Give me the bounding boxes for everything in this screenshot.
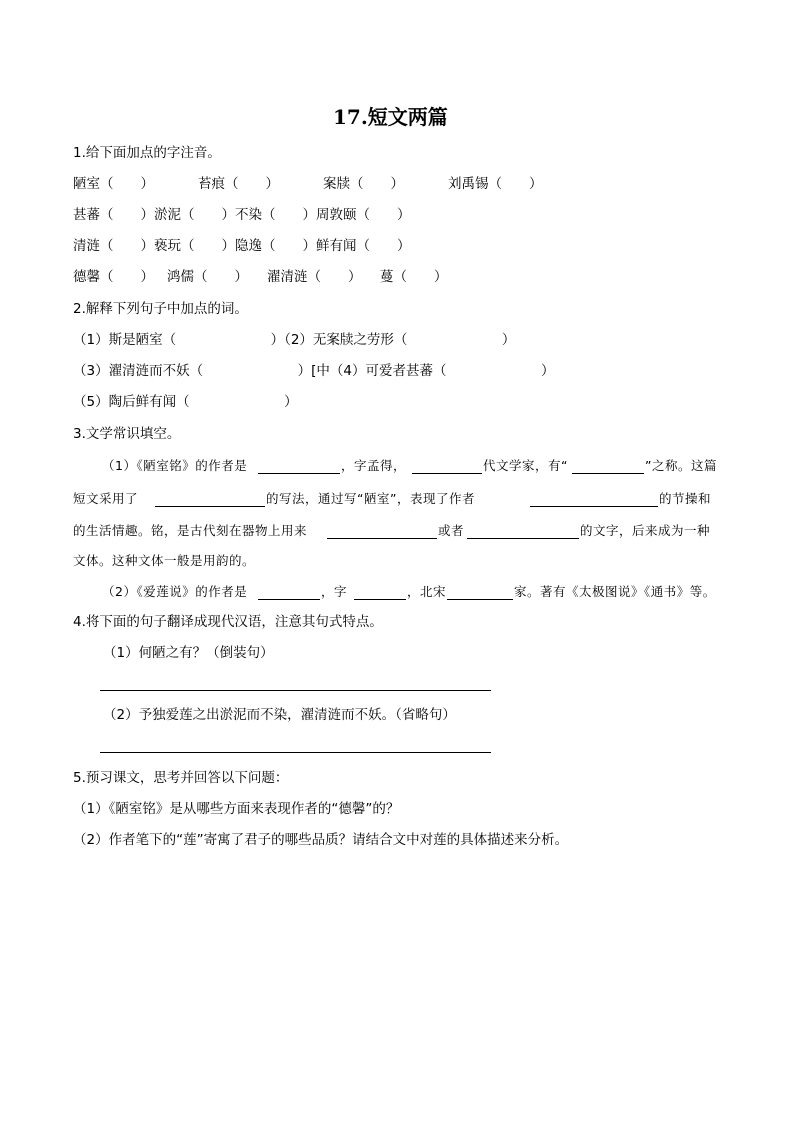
q2-line1: （1）斯是陋室（ ）（2）无案牍之劳形（ ） — [73, 332, 516, 348]
q3-p1-line4: 文体。这种文体一般是用韵的。 — [73, 553, 256, 568]
q3-p1-line2-a: 短文采用了 — [73, 491, 139, 506]
q3-p1-line3-a: 的生活情趣。铭，是古代刻在器物上用来 — [73, 523, 308, 538]
q5-heading: 5.预习课文，思考并回答以下问题： — [73, 770, 289, 786]
q3-p2-b: ，字 — [321, 584, 348, 599]
q4-answer-line-2[interactable] — [100, 752, 491, 753]
q1-row4-item4: 蔓（ ） — [380, 269, 448, 285]
q1-row1-item1: 陋室（ ） — [73, 176, 154, 192]
q4-answer-line-1[interactable] — [100, 690, 491, 691]
q1-row1-item3: 案牍（ ） — [323, 176, 404, 192]
page-title: 17.短文两篇 — [333, 105, 448, 129]
blank-author-2[interactable] — [258, 599, 320, 600]
q1-row4-item1: 德馨（ ） — [73, 269, 154, 285]
q3-p1-line2-c: 的节操和 — [659, 491, 712, 506]
blank-method[interactable] — [155, 506, 265, 507]
q3-heading: 3.文学常识填空。 — [73, 426, 181, 442]
q4-heading: 4.将下面的句子翻译成现代汉语，注意其句式特点。 — [73, 614, 383, 630]
q5-item1: （1）《陋室铭》是从哪些方面来表现作者的“德馨”的？ — [73, 801, 400, 817]
q3-p1-line1-d: ”之称。这篇 — [645, 458, 717, 473]
blank-title[interactable] — [572, 473, 644, 474]
q1-row4-item3: 濯清涟（ ） — [267, 269, 362, 285]
q2-line2: （3）濯清涟而不妖（ ）[中（4）可爱者甚蕃（ ） — [73, 363, 555, 379]
q3-p2-c: ，北宋 — [407, 584, 447, 599]
q1-row1-item2: 苔痕（ ） — [198, 176, 279, 192]
q2-heading: 2.解释下列句子中加点的词。 — [73, 301, 248, 317]
q3-p1-line1-b: ，字孟得， — [341, 458, 407, 473]
q1-row3: 清涟（ ）亵玩（ ）隐逸（ ）鲜有闻（ ） — [73, 238, 411, 254]
q3-p1-line1-a: （1）《陋室铭》的作者是 — [102, 458, 248, 473]
q2-line3: （5）陶后鲜有闻（ ） — [73, 394, 298, 410]
q1-row2: 甚蕃（ ）淤泥（ ）不染（ ）周敦颐（ ） — [73, 207, 411, 223]
blank-dynasty[interactable] — [412, 473, 482, 474]
q1-heading: 1.给下面加点的字注音。 — [73, 145, 221, 161]
q3-p1-line1-c: 代文学家，有“ — [483, 458, 568, 473]
q1-row1-item4: 刘禹锡（ ） — [448, 176, 543, 192]
q3-p2-d: 家。著有《太极图说》《通书》等。 — [514, 584, 716, 599]
q4-item1: （1）何陋之有？（倒装句） — [103, 645, 274, 661]
q5-item2: （2）作者笔下的“莲”寄寓了君子的哪些品质？请结合文中对莲的具体描述来分析。 — [73, 832, 569, 848]
q3-p2-a: （2）《爱莲说》的作者是 — [102, 584, 248, 599]
blank-author-1[interactable] — [258, 473, 340, 474]
q1-row4-item2: 鸿儒（ ） — [167, 269, 248, 285]
q4-item2: （2）予独爱莲之出淤泥而不染，濯清涟而不妖。（省略句） — [103, 707, 456, 723]
blank-purpose-1[interactable] — [327, 538, 437, 539]
blank-purpose-2[interactable] — [467, 538, 579, 539]
blank-character[interactable] — [530, 506, 658, 507]
blank-profession[interactable] — [447, 599, 513, 600]
q3-p1-line3-c: 的文字，后来成为一种 — [580, 523, 711, 538]
blank-courtesy-name[interactable] — [354, 599, 406, 600]
q3-p1-line3-b: 或者 — [438, 523, 465, 538]
q3-p1-line2-b: 的写法，通过写“陋室”，表现了作者 — [266, 491, 475, 506]
